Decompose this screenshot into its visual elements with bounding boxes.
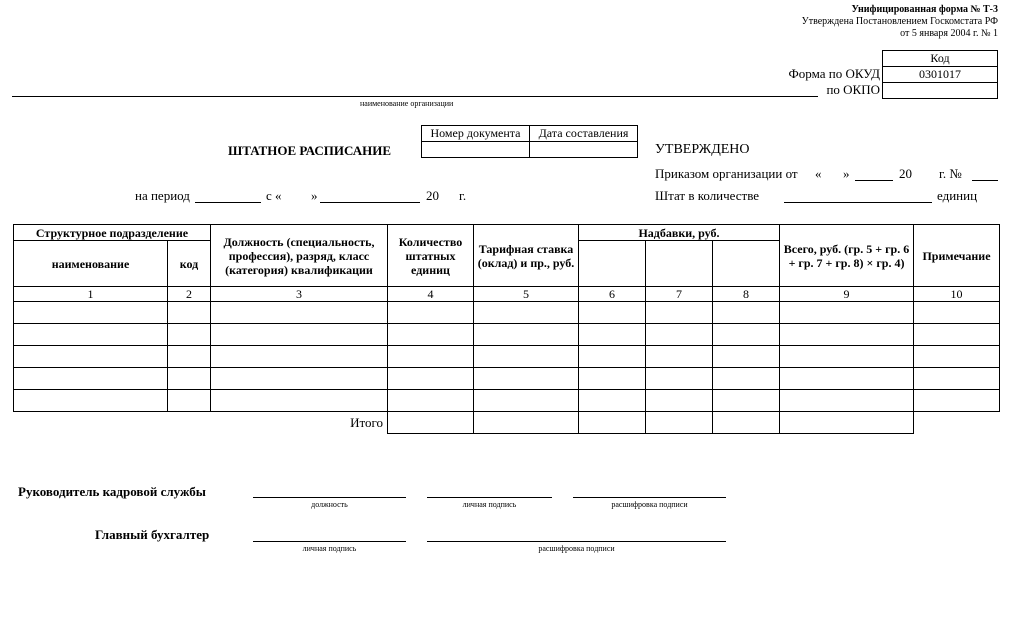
table-row[interactable] <box>14 324 1000 346</box>
approved-title: УТВЕРЖДЕНО <box>655 142 750 157</box>
doc-date-header: Дата составления <box>530 126 638 142</box>
total-bonus-2[interactable] <box>646 412 713 434</box>
okud-label: Форма по ОКУД <box>788 66 880 81</box>
column-number: 9 <box>780 287 914 302</box>
form-approval: Утверждена Постановлением Госкомстата РФ <box>801 16 998 27</box>
header-rate: Тарифная ставка (оклад) и пр., руб. <box>474 225 579 287</box>
order-prefix: Приказом организации от <box>655 166 798 181</box>
header-total: Всего, руб. (гр. 5 + гр. 6 + гр. 7 + гр. 8) × гр. 4) <box>780 225 914 287</box>
staff-prefix: Штат в количестве <box>655 188 760 203</box>
codes-table <box>882 50 998 99</box>
document-title: ШТАТНОЕ РАСПИСАНИЕ <box>228 143 392 158</box>
period-year-prefix: 20 <box>426 188 439 203</box>
period-year-suffix: г. <box>459 188 467 203</box>
total-rate[interactable] <box>474 412 579 434</box>
period-quote-close: » <box>311 188 318 203</box>
organization-field[interactable] <box>12 96 818 97</box>
order-year-prefix: 20 <box>899 166 912 181</box>
header-position: Должность (специальность, профессия), разряд, класс (категория) квалификации <box>211 225 388 287</box>
header-structural-unit: Структурное подразделение <box>14 225 211 241</box>
code-header: Код <box>883 51 998 67</box>
table-row[interactable] <box>14 368 1000 390</box>
okud-value[interactable]: 0301017 <box>883 67 998 83</box>
order-number-field[interactable] <box>972 180 998 181</box>
hr-signature-field[interactable] <box>427 497 552 498</box>
order-quote-open: « <box>815 166 822 181</box>
document-number-table <box>421 125 638 158</box>
doc-date-value[interactable] <box>530 142 638 158</box>
hr-decode-field[interactable] <box>573 497 726 498</box>
header-count: Количество штатных единиц <box>388 225 474 287</box>
column-number: 3 <box>211 287 388 302</box>
order-month-field[interactable] <box>855 180 893 181</box>
column-number: 10 <box>914 287 1000 302</box>
column-number: 8 <box>713 287 780 302</box>
staff-suffix: единиц <box>937 188 978 203</box>
hr-signature-caption: личная подпись <box>462 500 517 509</box>
order-year-suffix: г. № <box>939 166 962 181</box>
total-row <box>14 412 1000 434</box>
form-number: Унифицированная форма № Т-3 <box>851 4 998 15</box>
period-prefix: на период <box>135 188 190 203</box>
header-bonus: Надбавки, руб. <box>579 225 780 241</box>
total-label: Итого <box>350 414 383 430</box>
staff-table <box>13 224 1000 434</box>
okpo-label: по ОКПО <box>826 82 880 97</box>
column-number: 6 <box>579 287 646 302</box>
table-row[interactable] <box>14 302 1000 324</box>
header-bonus-1 <box>579 241 646 287</box>
header-bonus-2 <box>646 241 713 287</box>
doc-number-header: Номер документа <box>422 126 530 142</box>
table-row[interactable] <box>14 390 1000 412</box>
accountant-label: Главный бухгалтер <box>95 527 210 542</box>
table-row[interactable] <box>14 346 1000 368</box>
column-number: 5 <box>474 287 579 302</box>
period-month-field[interactable] <box>320 202 420 203</box>
total-bonus-1[interactable] <box>579 412 646 434</box>
accountant-signature-caption: личная подпись <box>302 544 357 553</box>
form-approval-date: от 5 января 2004 г. № 1 <box>900 28 998 39</box>
hr-head-label: Руководитель кадровой службы <box>18 484 206 499</box>
hr-decode-caption: расшифровка подписи <box>611 500 688 509</box>
hr-position-field[interactable] <box>253 497 406 498</box>
header-unit-code: код <box>168 241 211 287</box>
header-note: Примечание <box>914 225 1000 287</box>
total-bonus-3[interactable] <box>713 412 780 434</box>
accountant-decode-field[interactable] <box>427 541 726 542</box>
column-number: 1 <box>14 287 168 302</box>
order-quote-close: » <box>843 166 850 181</box>
column-number: 7 <box>646 287 713 302</box>
accountant-signature-field[interactable] <box>253 541 406 542</box>
hr-position-caption: должность <box>311 500 348 509</box>
period-field[interactable] <box>195 202 261 203</box>
total-count[interactable] <box>388 412 474 434</box>
doc-number-value[interactable] <box>422 142 530 158</box>
column-number: 2 <box>168 287 211 302</box>
staff-count-field[interactable] <box>784 202 932 203</box>
column-numbers-row <box>14 287 1000 302</box>
accountant-decode-caption: расшифровка подписи <box>538 544 615 553</box>
total-sum[interactable] <box>780 412 914 434</box>
organization-caption: наименование организации <box>360 99 454 108</box>
okpo-value[interactable] <box>883 83 998 99</box>
header-bonus-3 <box>713 241 780 287</box>
period-from: с « <box>266 188 282 203</box>
column-number: 4 <box>388 287 474 302</box>
header-unit-name: наименование <box>14 241 168 287</box>
